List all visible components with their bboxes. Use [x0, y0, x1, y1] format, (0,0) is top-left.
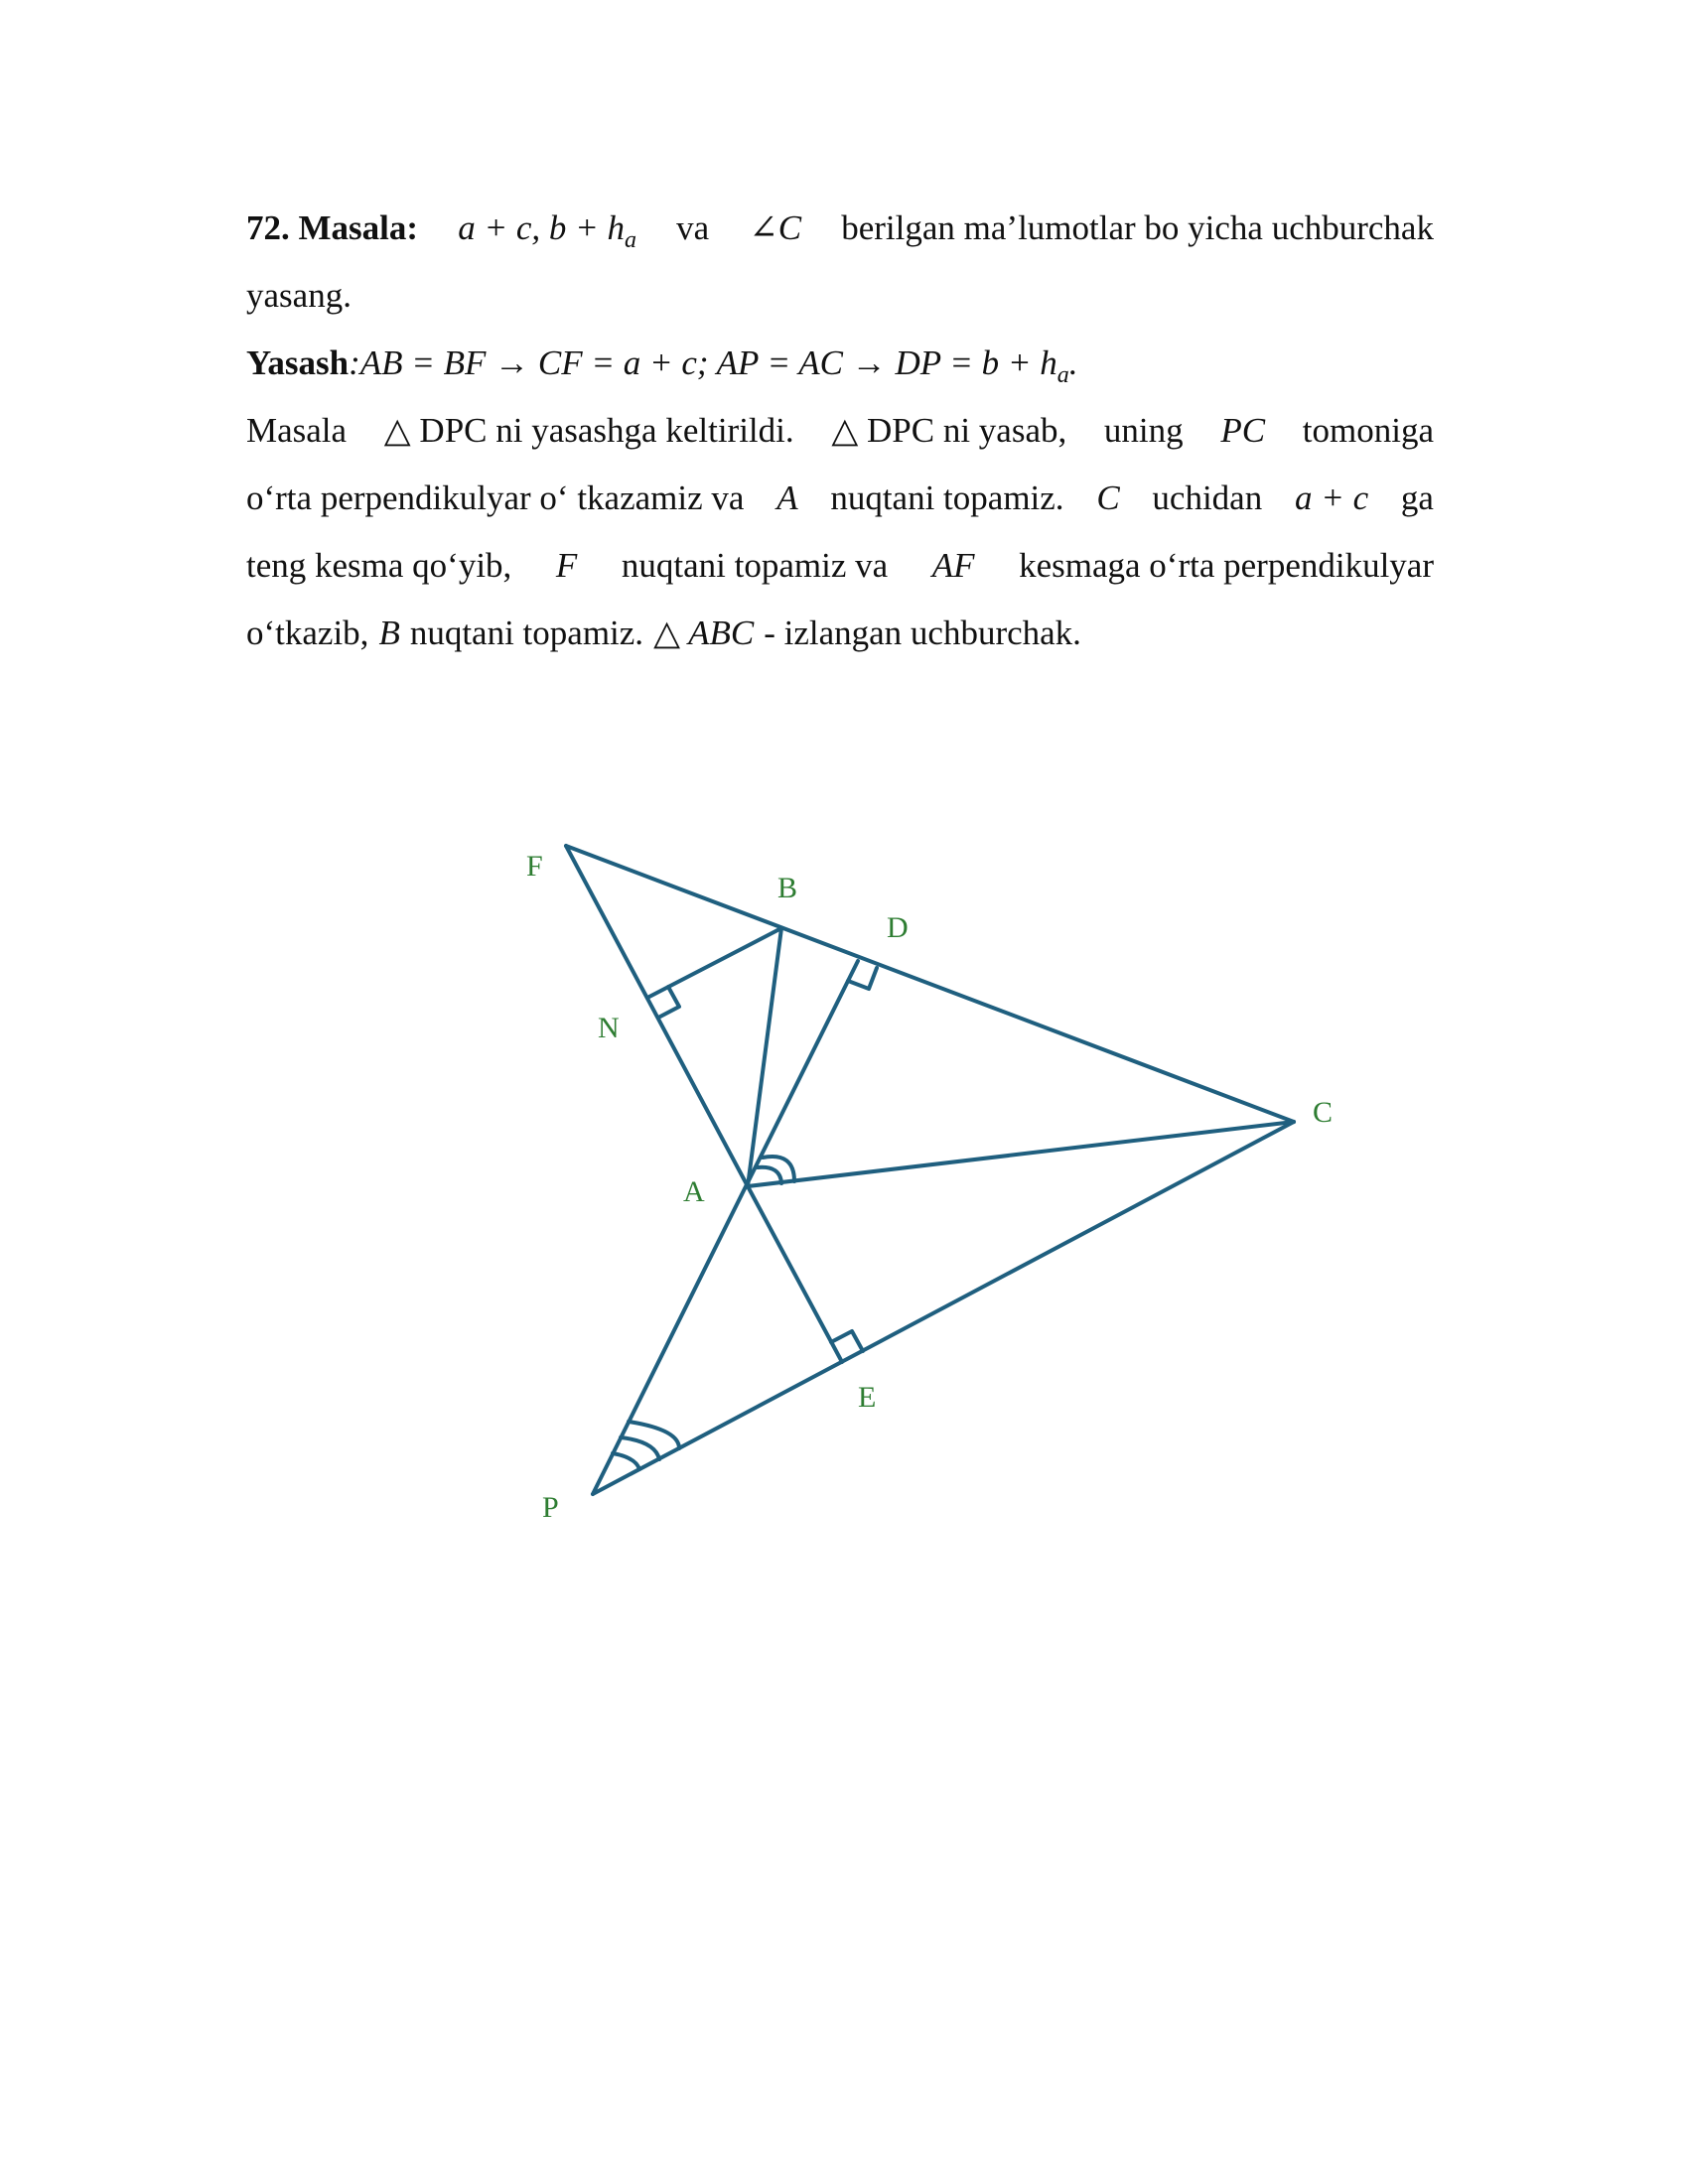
problem-number: 72. Masala: [246, 208, 419, 247]
va-word: va [676, 208, 710, 247]
math-segment: A [776, 478, 798, 517]
segment-FA [566, 846, 748, 1186]
segment-PD [593, 961, 858, 1494]
problem-line-2-text: yasang. [246, 276, 352, 315]
text-segment: nuqtani topamiz va [621, 546, 889, 585]
text-segment: nuqtani topamiz. [830, 478, 1064, 517]
math-segment: C [1096, 478, 1120, 517]
text-segment: o‘tkazib, [246, 614, 369, 652]
label-F: F [526, 850, 543, 883]
math-segment: PC [1220, 411, 1266, 450]
given-angle: ∠C [749, 208, 802, 247]
label-P: P [542, 1491, 559, 1524]
given-values: a + c, $b + h_a$ [458, 208, 636, 253]
text-segment: △ DPC ni yasashga keltirildi. [383, 411, 794, 450]
text-segment: ga [1400, 478, 1434, 517]
math-segment: a + c [1294, 478, 1369, 517]
label-C: C [1313, 1096, 1334, 1129]
text-segment: tomoniga [1302, 411, 1434, 450]
text-segment: teng kesma qo‘yib, [246, 546, 512, 585]
text-segment: o‘rta perpendikulyar o‘ tkazamiz va [246, 478, 745, 517]
text-segment: uning [1103, 411, 1184, 450]
math-segment: B [378, 614, 400, 652]
construction-heading: Yasash [246, 343, 350, 382]
text-segment: nuqtani topamiz. [409, 614, 644, 652]
text-segment: Masala [246, 411, 348, 450]
segment-AC [748, 1122, 1294, 1186]
math-segment: F [555, 546, 578, 585]
problem-line-1-tail: berilgan ma’lumotlar bo yicha uchburchak [841, 208, 1434, 247]
text-segment: △ DPC ni yasab, [831, 411, 1067, 450]
label-N: N [598, 1012, 620, 1044]
label-E: E [858, 1381, 877, 1414]
angle-arc-P [629, 1422, 679, 1448]
math-segment: △ ABC [653, 614, 755, 652]
construction-formula: :AB = BF → CF = a + c; AP = AC → DP = $b + h_a$. [349, 343, 1078, 388]
label-A: A [683, 1175, 705, 1208]
label-D: D [887, 911, 909, 944]
text-segment: kesmaga o‘rta perpendikulyar [1019, 546, 1434, 585]
text-segment: uchidan [1152, 478, 1263, 517]
math-segment: AF [931, 546, 975, 585]
segment-AE [748, 1186, 842, 1362]
label-B: B [777, 872, 798, 904]
angle-arc-P-3 [613, 1453, 639, 1469]
text-segment: - izlangan uchburchak. [764, 614, 1081, 652]
